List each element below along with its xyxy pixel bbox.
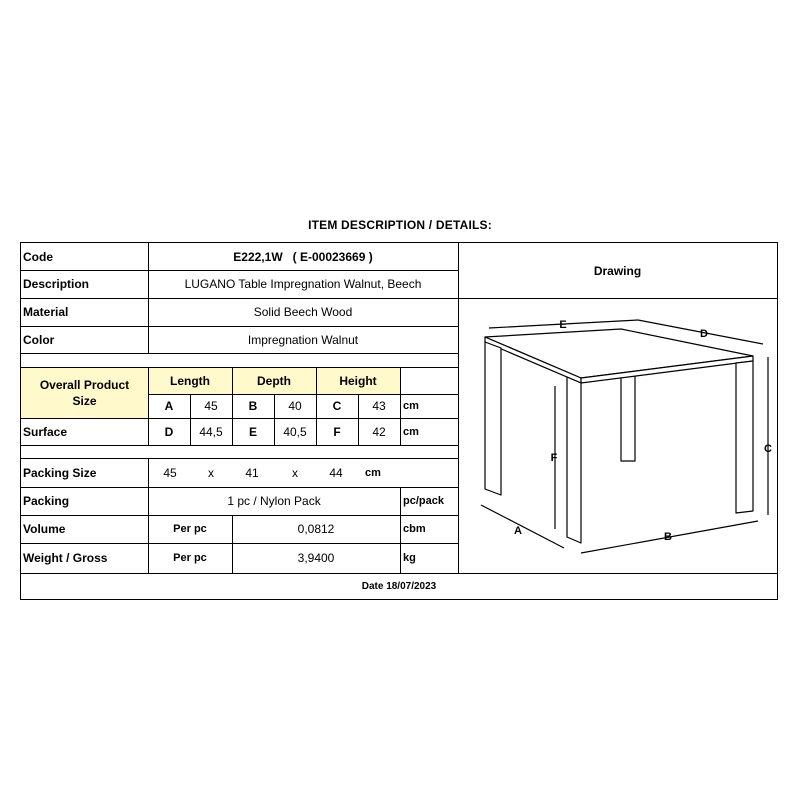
table-leg-left xyxy=(485,342,501,495)
size-letter-b: B xyxy=(248,399,258,413)
description-value: LUGANO Table Impregnation Walnut, Beech xyxy=(184,277,422,291)
surface-letter-d: D xyxy=(164,424,174,439)
drawing-label: Drawing xyxy=(593,263,642,278)
surface-letter-f: F xyxy=(333,424,341,439)
packing-value: 1 pc / Nylon Pack xyxy=(227,494,321,508)
packing-size-unit: cm xyxy=(365,466,381,479)
volume-unit: cbm xyxy=(403,523,426,535)
table-drawing xyxy=(458,299,777,571)
size-unit: cm xyxy=(403,400,419,412)
surface-value-e: 40,5 xyxy=(283,424,307,439)
table-leg-right xyxy=(736,361,753,513)
description-label: Description xyxy=(23,277,90,291)
surface-label: Surface xyxy=(23,424,68,439)
dim-label-a: A xyxy=(514,525,522,537)
height-header: Height xyxy=(339,373,377,388)
size-letter-a: A xyxy=(164,399,174,413)
code-value: E222,1W ( E-00023669 ) xyxy=(233,249,373,264)
dim-label-f: F xyxy=(550,452,558,464)
overall-size-label: Overall Product Size xyxy=(39,377,130,408)
dim-label-c: C xyxy=(764,443,772,455)
table-top xyxy=(485,329,753,378)
length-header: Length xyxy=(170,373,210,388)
weight-unit: kg xyxy=(403,552,416,564)
surface-value-d: 44,5 xyxy=(199,424,223,439)
material-label: Material xyxy=(23,305,69,319)
depth-header: Depth xyxy=(257,373,291,388)
weight-label: Weight / Gross xyxy=(23,551,108,565)
weight-per: Per pc xyxy=(173,552,207,564)
packing-size-label: Packing Size xyxy=(23,465,97,480)
sheet-title: ITEM DESCRIPTION / DETAILS: xyxy=(308,218,492,232)
surface-unit: cm xyxy=(403,425,419,438)
packing-size-x2: x xyxy=(292,465,298,480)
material-value: Solid Beech Wood xyxy=(253,305,353,319)
volume-value: 0,0812 xyxy=(297,522,335,536)
dim-label-d: D xyxy=(700,328,708,340)
volume-label: Volume xyxy=(23,522,66,536)
size-value-b: 40 xyxy=(288,399,302,413)
packing-label: Packing xyxy=(23,494,70,508)
volume-per: Per pc xyxy=(173,523,207,535)
item-details-sheet xyxy=(20,242,778,600)
table-leg-back xyxy=(621,371,635,461)
color-value: Impregnation Walnut xyxy=(247,332,359,347)
size-value-a: 45 xyxy=(204,399,218,413)
color-label: Color xyxy=(23,332,55,347)
table-leg-front xyxy=(567,377,581,543)
packing-size-x1: x xyxy=(208,465,214,480)
surface-value-f: 42 xyxy=(372,424,386,439)
size-letter-c: C xyxy=(332,399,342,413)
packing-size-v2: 41 xyxy=(245,465,259,480)
packing-size-v3: 44 xyxy=(329,465,343,480)
packing-unit: pc/pack xyxy=(403,495,444,507)
weight-value: 3,9400 xyxy=(297,551,335,565)
surface-letter-e: E xyxy=(248,424,257,439)
dim-label-e: E xyxy=(559,319,567,331)
code-label: Code xyxy=(23,249,53,264)
footer-date: Date 18/07/2023 xyxy=(361,580,437,592)
dim-label-b: B xyxy=(664,531,672,543)
size-value-c: 43 xyxy=(372,399,386,413)
packing-size-v1: 45 xyxy=(163,465,177,480)
